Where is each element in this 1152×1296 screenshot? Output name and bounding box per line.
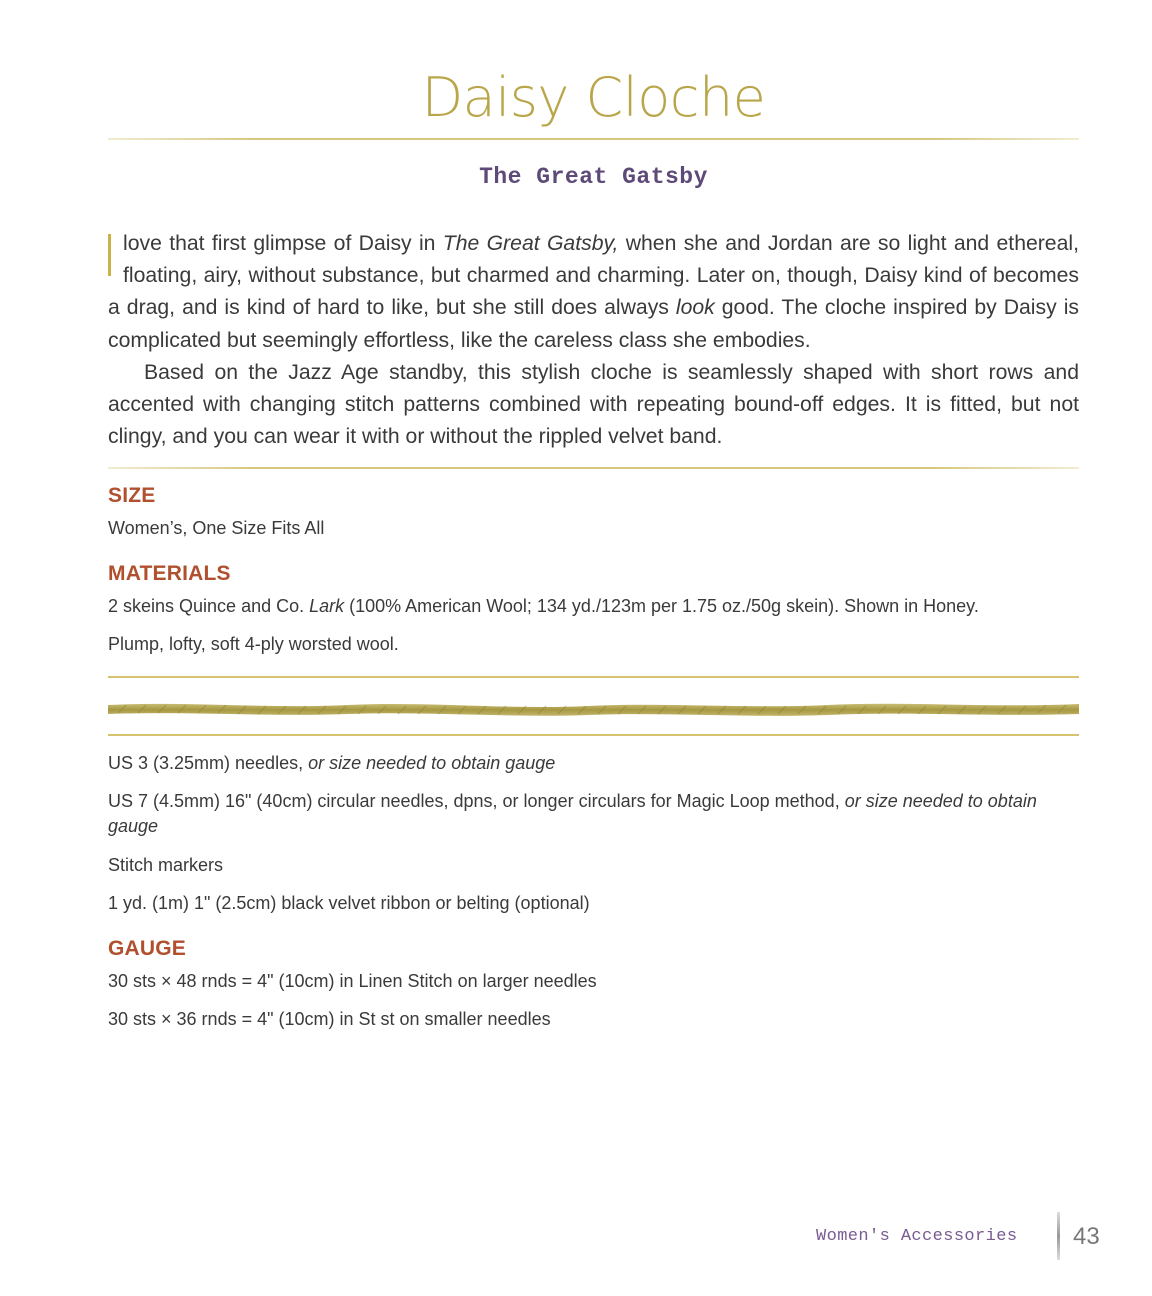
yarn-name: Lark: [309, 596, 345, 616]
gauge-line-2: 30 sts × 36 rnds = 4" (10cm) in St st on smaller needles: [108, 1009, 551, 1029]
yarn-band-bottom-rule: [108, 734, 1079, 736]
intro-divider: [108, 467, 1079, 469]
size-value: Women’s, One Size Fits All: [108, 518, 325, 538]
stitch-markers: Stitch markers: [108, 855, 224, 875]
yarn-sample-band: [108, 676, 1079, 736]
materials-heading: MATERIALS: [108, 562, 231, 585]
emphasis-look: look: [675, 296, 715, 320]
yarn-band-top-rule: [108, 676, 1079, 678]
footer-section-name: Women's Accessories: [816, 1227, 1018, 1246]
yarn-line: 2 skeins Quince and Co. Lark (100% American Wool; 134 yd./123m per 1.75 oz./50g skein). Shown in Honey.: [108, 596, 979, 616]
page-number: 43: [1073, 1223, 1100, 1250]
velvet-ribbon: 1 yd. (1m) 1" (2.5cm) black velvet ribbon or belting (optional): [108, 893, 590, 913]
book-title: The Great Gatsby,: [442, 232, 619, 255]
page: [108, 0, 1079, 1296]
needles-large: US 7 (4.5mm) 16" (40cm) circular needles, dpns, or longer circulars for Magic Loop method, or size needed to obtain gauge: [108, 791, 1037, 836]
page-title: Daisy Cloche: [421, 66, 766, 129]
intro-text: [108, 228, 1079, 453]
yarn-strand-image: [108, 696, 1079, 718]
footer-divider: [1057, 1212, 1060, 1260]
yarn-description: Plump, lofty, soft 4-ply worsted wool.: [108, 634, 399, 654]
gauge-line-1: 30 sts × 48 rnds = 4" (10cm) in Linen Stitch on larger needles: [108, 971, 597, 991]
intro-paragraph-2: Based on the Jazz Age standby, this stylish cloche is seamlessly shaped with short rows and accented with changing stitch patterns combined with repeating bound-off edges. It is fitted, but not clingy, and you can wear it with or without the rippled velvet band.: [108, 360, 1079, 449]
needles-small: US 3 (3.25mm) needles, or size needed to obtain gauge: [108, 753, 556, 773]
gauge-heading: GAUGE: [108, 937, 187, 960]
title-divider: [108, 138, 1079, 140]
size-heading: SIZE: [108, 484, 156, 507]
intro-paragraph-1: love that first glimpse of Daisy in The Great Gatsby, when she and Jordan are so light and ethereal, floating, airy, without substance, but charmed and charming. Later on, though, Daisy kind of becomes a drag, and is kind of hard to like, but she still does always look good. The cloche inspired by Daisy is complicated but seemingly effortless, like the careless class she embodies.: [108, 232, 1080, 352]
drop-cap-bar: [108, 234, 111, 276]
page-subtitle: The Great Gatsby: [479, 164, 708, 190]
